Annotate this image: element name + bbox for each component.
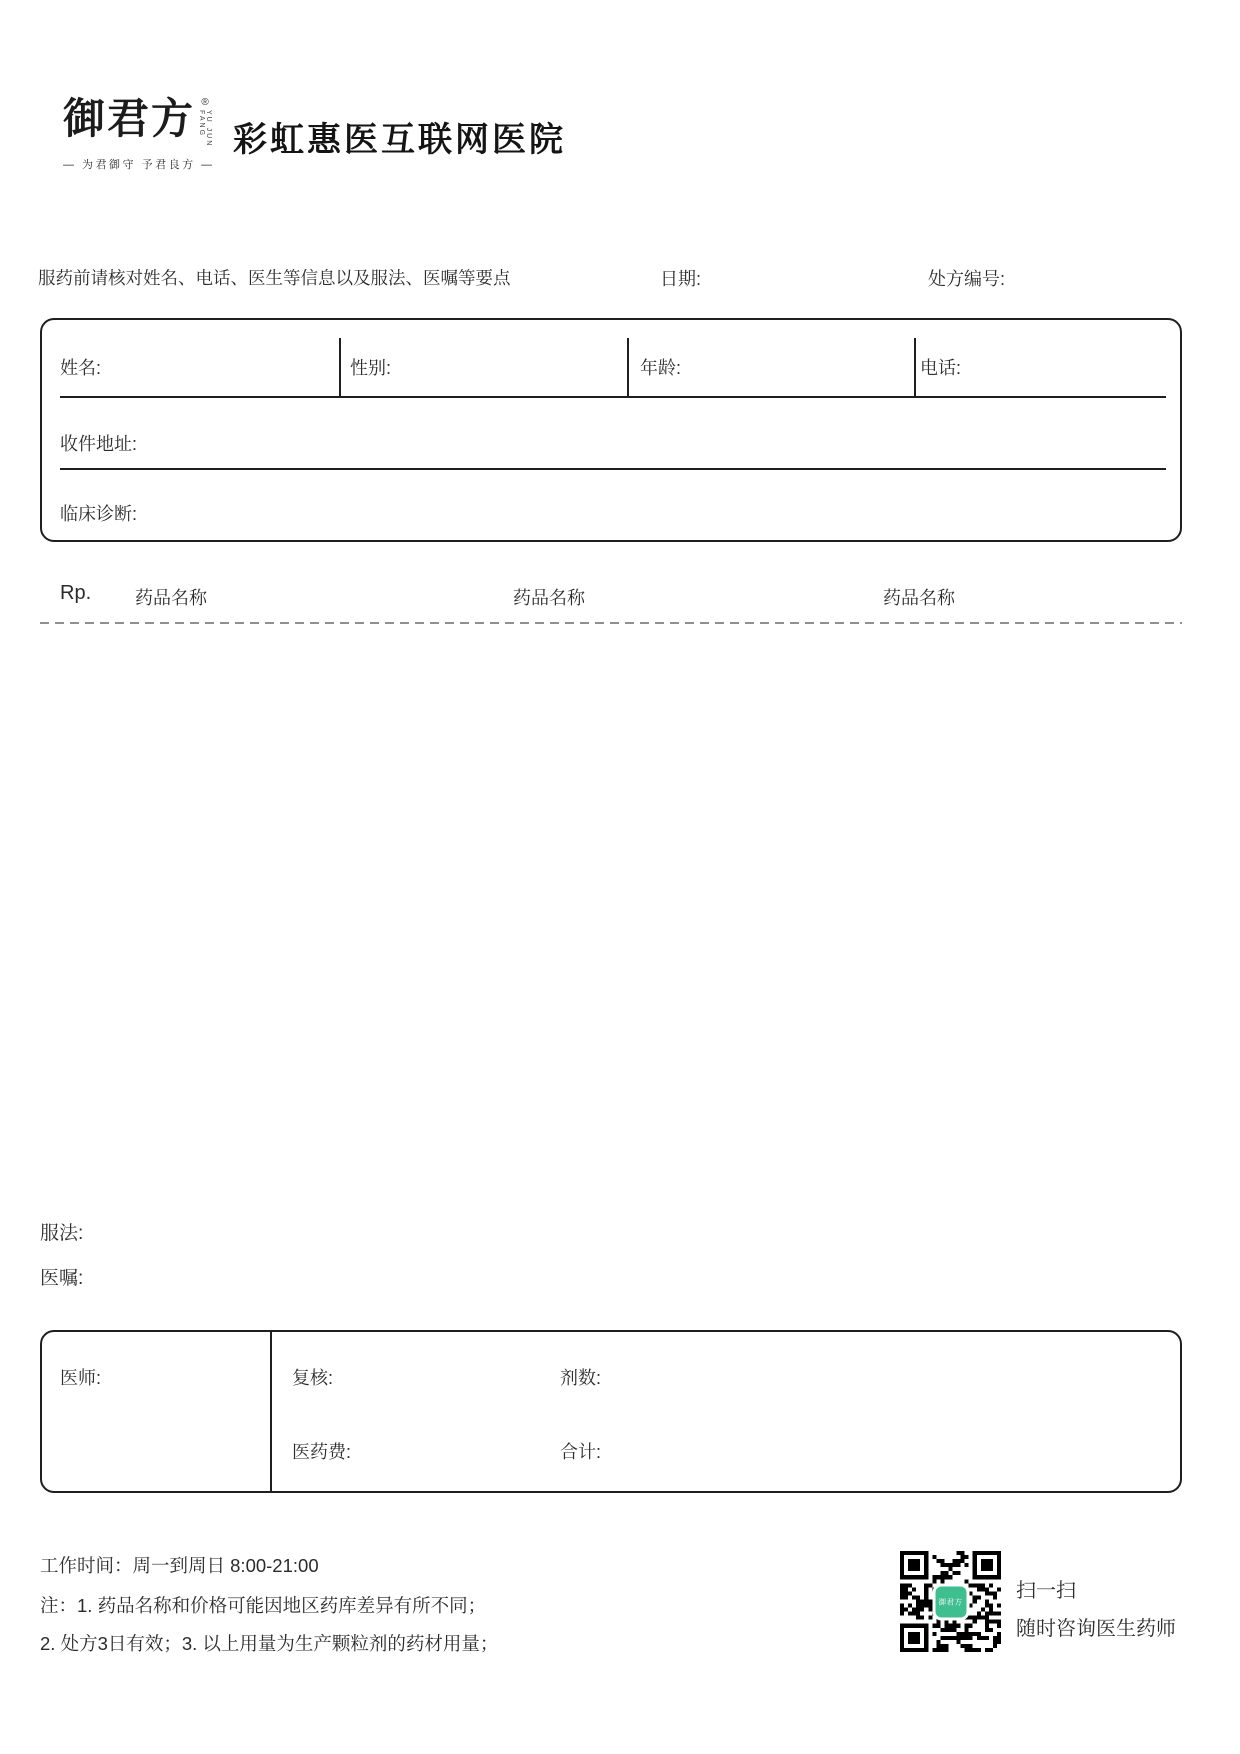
rp-dashed-separator <box>40 622 1182 624</box>
signoff-column-divider <box>270 1332 272 1491</box>
working-hours-text: 工作时间：周一到周日 8:00-21:00 <box>40 1555 319 1576</box>
name-label: 姓名: <box>60 358 102 378</box>
qr-code <box>900 1551 1001 1652</box>
footer-note-line1: 注：1. 药品名称和价格可能因地区药库差异有所不同； <box>40 1595 487 1616</box>
qr-caption-consult: 随时咨询医生药师 <box>1016 1618 1176 1640</box>
rx-number-label: 处方编号: <box>928 269 1006 289</box>
signoff-box <box>40 1330 1182 1493</box>
row-divider <box>60 468 1166 470</box>
diagnosis-label: 临床诊断: <box>60 504 138 524</box>
usage-method-label: 服法: <box>40 1223 84 1244</box>
gender-label: 性别: <box>350 358 392 378</box>
logo-wordmark: 御君方 <box>63 94 196 143</box>
column-divider <box>627 338 629 396</box>
logo-slogan: — 为君御守 予君良方 — <box>63 159 215 171</box>
total-label: 合计: <box>560 1442 602 1462</box>
drug-name-column-header: 药品名称 <box>135 588 207 608</box>
patient-info-box <box>40 318 1182 542</box>
drug-name-column-header: 药品名称 <box>883 588 955 608</box>
registered-trademark-icon: ® <box>201 97 209 108</box>
brand-logo <box>63 94 215 172</box>
footer-note-line2: 2. 处方3日有效；3. 以上用量为生产颗粒剂的药材用量； <box>40 1633 499 1654</box>
rp-label: Rp. <box>60 582 92 604</box>
phone-label: 电话: <box>920 358 962 378</box>
dose-count-label: 剂数: <box>560 1368 602 1388</box>
qr-caption-scan: 扫一扫 <box>1016 1580 1076 1602</box>
column-divider <box>914 338 916 396</box>
drug-name-column-header: 药品名称 <box>513 588 585 608</box>
medicine-fee-label: 医药费: <box>292 1442 352 1462</box>
age-label: 年龄: <box>640 358 682 378</box>
doctor-advice-label: 医嘱: <box>40 1268 84 1289</box>
row-divider <box>60 396 1166 398</box>
doctor-label: 医师: <box>60 1368 102 1388</box>
date-label: 日期: <box>660 269 702 289</box>
hospital-name-title: 彩虹惠医互联网医院 <box>233 121 566 159</box>
check-reminder-text: 服药前请核对姓名、电话、医生等信息以及服法、医嘱等要点 <box>38 268 511 288</box>
address-label: 收件地址: <box>60 434 138 454</box>
logo-pinyin-vertical: YU JUN FANG <box>198 110 213 148</box>
reviewer-label: 复核: <box>292 1368 334 1388</box>
qr-center-logo: 御君方 <box>935 1586 966 1617</box>
column-divider <box>339 338 341 396</box>
logo-side-marks <box>198 98 212 148</box>
